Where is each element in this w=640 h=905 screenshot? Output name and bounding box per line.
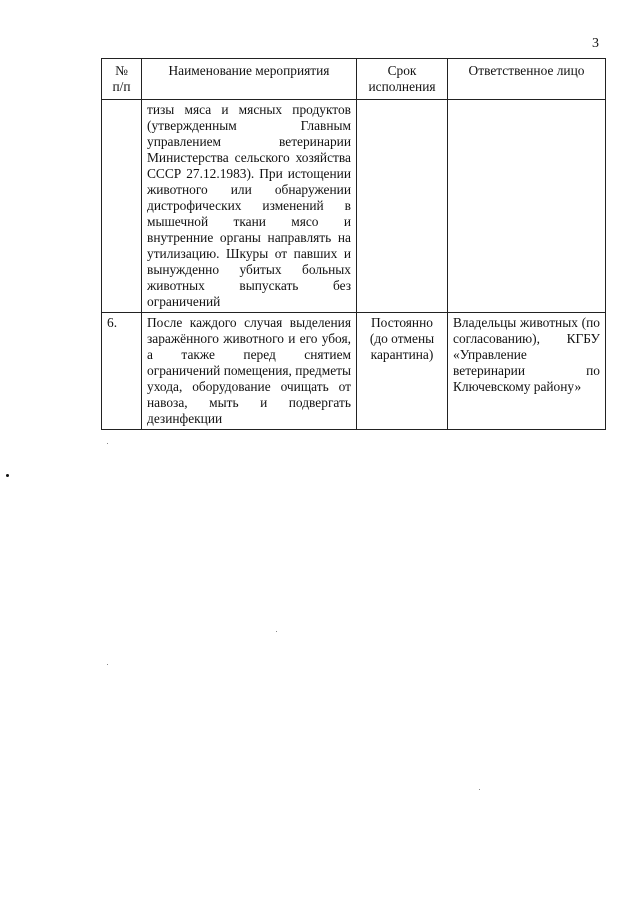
header-activity-name: Наименование мероприятия xyxy=(142,59,357,100)
scan-mark-dot xyxy=(6,474,9,477)
header-term: Срок исполнения xyxy=(357,59,448,100)
row-term xyxy=(357,100,448,313)
page-number: 3 xyxy=(592,36,599,51)
table-row xyxy=(102,313,606,430)
row-responsible: Владельцы животных (по согласованию), КГБУ «Управление ветеринарии по Ключевскому району» xyxy=(448,313,606,430)
table-header-row xyxy=(102,59,606,100)
scan-speck xyxy=(276,631,277,632)
scan-speck xyxy=(479,789,480,790)
scan-speck xyxy=(107,664,108,665)
table-row xyxy=(102,100,606,313)
row-term: Постоянно (до отмены карантина) xyxy=(357,313,448,430)
scan-speck xyxy=(107,443,108,444)
header-responsible: Ответственное лицо xyxy=(448,59,606,100)
activities-table xyxy=(101,58,606,430)
row-activity-name: тизы мяса и мясных продуктов (утвержденным Главным управлением ветеринарии Министерства сельского хозяйства СССР 27.12.1983). При истощении животного или обнаружении дистрофических изменений в мышечной ткани мясо и внутренние органы направлять на утилизацию. Шкуры от павших и вынужденно убитых больных животных выпускать без ограничений xyxy=(142,100,357,313)
row-responsible xyxy=(448,100,606,313)
row-number: 6. xyxy=(102,313,142,430)
row-number xyxy=(102,100,142,313)
header-number: № п/п xyxy=(102,59,142,100)
row-activity-name: После каждого случая выделения заражённого животного и его убоя, а также перед снятием ограничений помещения, предметы ухода, оборудование очищать от навоза, мыть и подвергать дезинфекции xyxy=(142,313,357,430)
